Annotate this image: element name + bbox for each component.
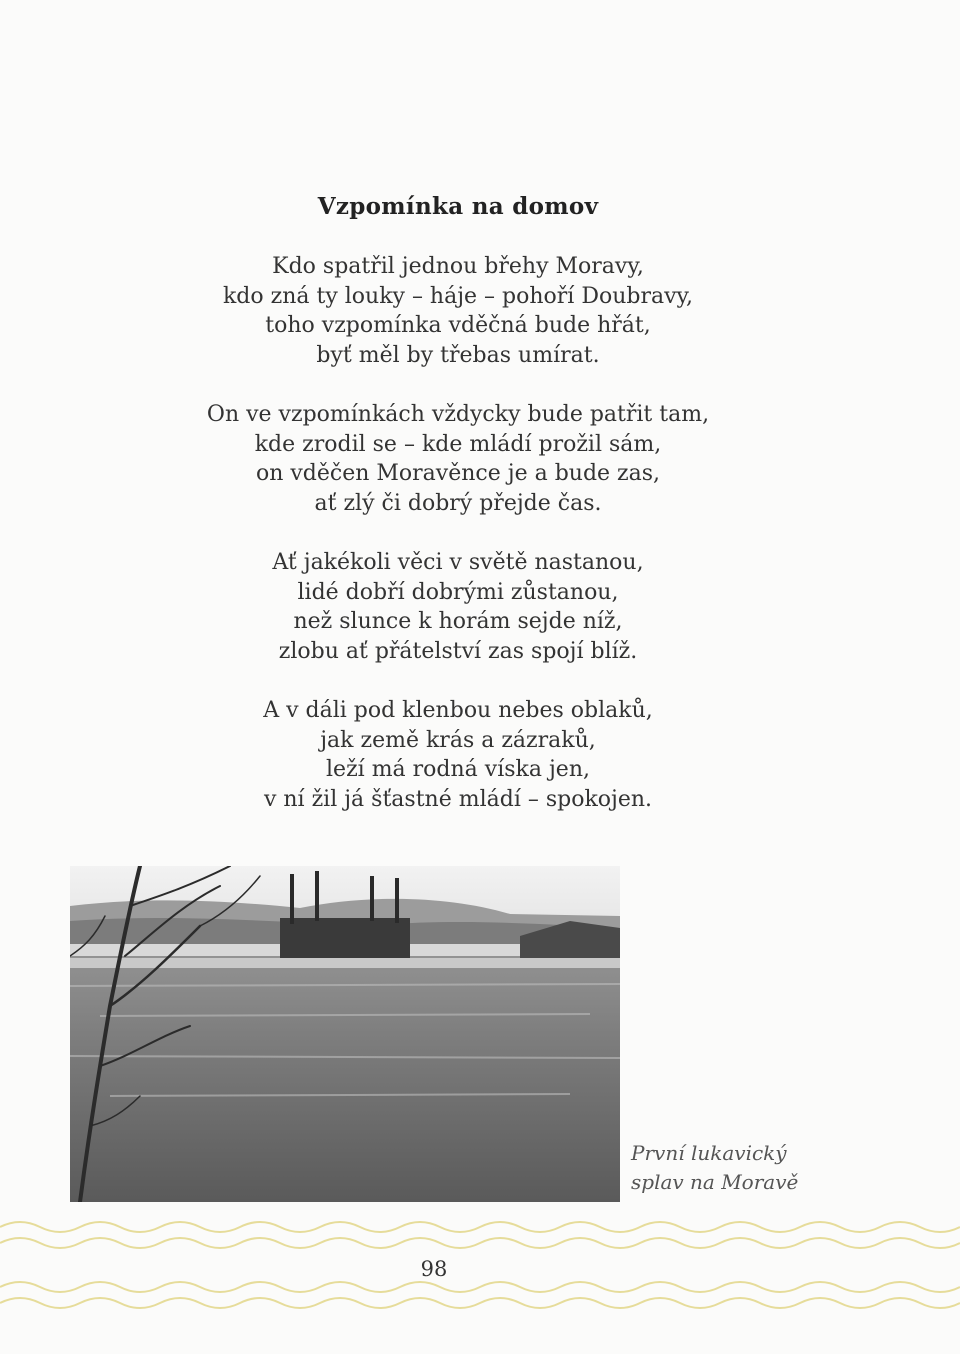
verse-line: Kdo spatřil jednou břehy Moravy,	[272, 254, 644, 279]
verse-line: leží má rodná víska jen,	[326, 757, 590, 782]
verse-line: lidé dobří dobrými zůstanou,	[297, 579, 619, 605]
verse-line: ať zlý či dobrý přejde čas.	[314, 490, 602, 516]
verse-line: kdo zná ty louky – háje – pohoří Doubravy,	[222, 283, 694, 309]
verse-line: v ní žil já šťastné mládí – spokojen.	[263, 786, 653, 812]
verse-line: kde zrodil se – kde mládí prožil sám,	[254, 431, 662, 457]
poem-title: Vzpomínka na domov	[317, 193, 599, 220]
photo-caption	[631, 1139, 798, 1197]
verse-line: toho vzpomínka vděčná bude hřát,	[265, 313, 651, 338]
caption-line: První lukavický	[631, 1141, 787, 1165]
stanza	[0, 548, 916, 666]
river-weir-photo	[70, 866, 620, 1202]
verse-line: Ať jakékoli věci v světě nastanou,	[272, 550, 644, 575]
stanza	[0, 252, 916, 370]
stanza	[0, 696, 916, 814]
verse-line: zlobu ať přátelství zas spojí blíž.	[278, 638, 638, 664]
verse-line: jak země krás a zázraků,	[320, 727, 596, 753]
verse-line: než slunce k horám sejde níž,	[293, 609, 623, 634]
verse-line: byť měl by třebas umírat.	[316, 342, 600, 368]
verse-line: A v dáli pod klenbou nebes oblaků,	[263, 698, 653, 723]
caption-line: splav na Moravě	[631, 1170, 799, 1194]
poem-body	[0, 252, 916, 844]
page-number: 98	[400, 1257, 468, 1281]
verse-line: On ve vzpomínkách vždycky bude patřit tam,	[206, 402, 710, 427]
stanza	[0, 400, 916, 518]
verse-line: on vděčen Moravěnce je a bude zas,	[255, 461, 661, 486]
wave-ornament	[0, 1215, 960, 1325]
